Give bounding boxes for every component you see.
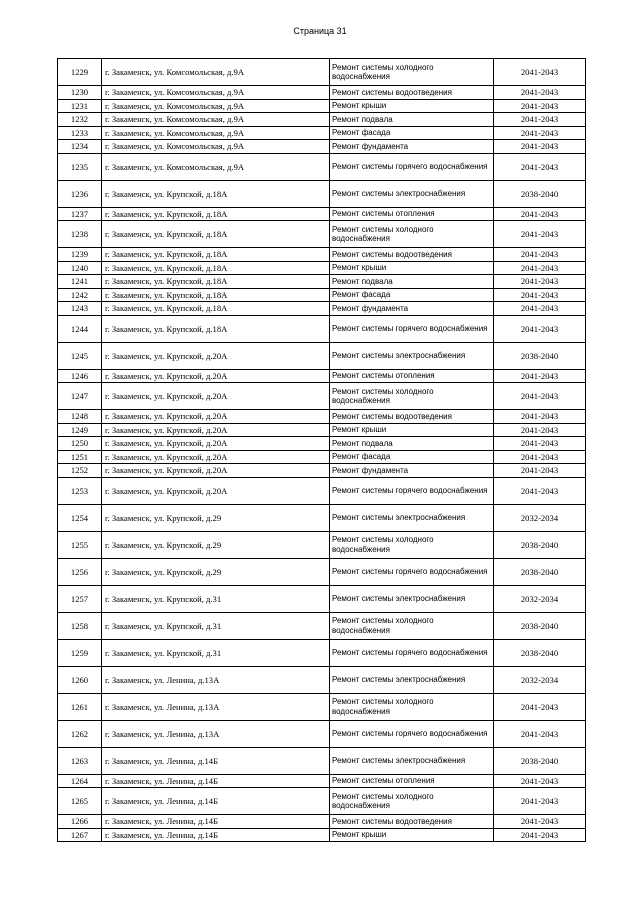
table-row [58,612,586,639]
address-cell: г. Закаменск, ул. Крупской, д.18А [102,302,330,316]
table-row [58,126,586,140]
address-cell: г. Закаменск, ул. Крупской, д.20А [102,369,330,383]
address-cell: г. Закаменск, ул. Крупской, д.20А [102,477,330,504]
row-number-cell: 1255 [58,531,102,558]
table-row [58,747,586,774]
period-cell: 2041-2043 [494,720,586,747]
address-cell: г. Закаменск, ул. Крупской, д.31 [102,612,330,639]
row-number-cell: 1254 [58,504,102,531]
work-type-cell: Ремонт системы горячего водоснабжения [330,153,494,180]
work-type-cell: Ремонт системы отопления [330,207,494,221]
work-type-cell: Ремонт системы горячего водоснабжения [330,477,494,504]
table-row [58,788,586,815]
period-cell: 2041-2043 [494,113,586,127]
address-cell: г. Закаменск, ул. Ленина, д.14Б [102,774,330,788]
row-number-cell: 1240 [58,261,102,275]
period-cell: 2038-2040 [494,531,586,558]
work-type-cell: Ремонт фундамента [330,140,494,154]
period-cell: 2041-2043 [494,221,586,248]
table-row [58,180,586,207]
period-cell: 2041-2043 [494,410,586,424]
row-number-cell: 1229 [58,59,102,86]
period-cell: 2041-2043 [494,464,586,478]
page-number-header: Страница 31 [293,26,347,36]
work-type-cell: Ремонт системы водоотведения [330,248,494,262]
period-cell: 2032-2034 [494,666,586,693]
table-row [58,720,586,747]
period-cell: 2041-2043 [494,828,586,842]
work-type-cell: Ремонт системы горячего водоснабжения [330,639,494,666]
address-cell: г. Закаменск, ул. Комсомольская, д.9А [102,86,330,100]
row-number-cell: 1264 [58,774,102,788]
address-cell: г. Закаменск, ул. Крупской, д.20А [102,383,330,410]
work-type-cell: Ремонт системы холодного водоснабжения [330,59,494,86]
address-cell: г. Закаменск, ул. Ленина, д.14Б [102,747,330,774]
address-cell: г. Закаменск, ул. Крупской, д.18А [102,275,330,289]
row-number-cell: 1262 [58,720,102,747]
table-row [58,531,586,558]
work-type-cell: Ремонт системы холодного водоснабжения [330,383,494,410]
table-row [58,342,586,369]
work-type-cell: Ремонт подвала [330,113,494,127]
table-row [58,774,586,788]
period-cell: 2041-2043 [494,383,586,410]
address-cell: г. Закаменск, ул. Крупской, д.31 [102,639,330,666]
table-row [58,113,586,127]
table-row [58,585,586,612]
period-cell: 2041-2043 [494,450,586,464]
period-cell: 2032-2034 [494,585,586,612]
period-cell: 2038-2040 [494,342,586,369]
table-row [58,99,586,113]
table-body [58,59,586,842]
address-cell: г. Закаменск, ул. Ленина, д.13А [102,693,330,720]
row-number-cell: 1236 [58,180,102,207]
period-cell: 2041-2043 [494,86,586,100]
period-cell: 2038-2040 [494,612,586,639]
work-type-cell: Ремонт крыши [330,261,494,275]
period-cell: 2038-2040 [494,639,586,666]
address-cell: г. Закаменск, ул. Ленина, д.14Б [102,828,330,842]
work-type-cell: Ремонт системы водоотведения [330,410,494,424]
work-type-cell: Ремонт фасада [330,450,494,464]
table-row [58,248,586,262]
row-number-cell: 1243 [58,302,102,316]
work-type-cell: Ремонт системы электроснабжения [330,666,494,693]
address-cell: г. Закаменск, ул. Комсомольская, д.9А [102,153,330,180]
period-cell: 2041-2043 [494,288,586,302]
address-cell: г. Закаменск, ул. Крупской, д.18А [102,180,330,207]
period-cell: 2041-2043 [494,153,586,180]
address-cell: г. Закаменск, ул. Крупской, д.29 [102,504,330,531]
table-row [58,410,586,424]
work-type-cell: Ремонт системы холодного водоснабжения [330,788,494,815]
row-number-cell: 1234 [58,140,102,154]
address-cell: г. Закаменск, ул. Комсомольская, д.9А [102,99,330,113]
row-number-cell: 1231 [58,99,102,113]
period-cell: 2041-2043 [494,437,586,451]
row-number-cell: 1233 [58,126,102,140]
address-cell: г. Закаменск, ул. Крупской, д.18А [102,288,330,302]
work-type-cell: Ремонт подвала [330,437,494,451]
work-type-cell: Ремонт системы горячего водоснабжения [330,558,494,585]
row-number-cell: 1258 [58,612,102,639]
row-number-cell: 1250 [58,437,102,451]
table-row [58,477,586,504]
row-number-cell: 1230 [58,86,102,100]
period-cell: 2041-2043 [494,126,586,140]
table-row [58,423,586,437]
period-cell: 2041-2043 [494,369,586,383]
period-cell: 2041-2043 [494,140,586,154]
work-type-cell: Ремонт системы водоотведения [330,86,494,100]
work-type-cell: Ремонт системы горячего водоснабжения [330,720,494,747]
row-number-cell: 1253 [58,477,102,504]
row-number-cell: 1252 [58,464,102,478]
address-cell: г. Закаменск, ул. Крупской, д.31 [102,585,330,612]
row-number-cell: 1265 [58,788,102,815]
table-row [58,693,586,720]
table-row [58,504,586,531]
table-row [58,59,586,86]
work-type-cell: Ремонт фундамента [330,302,494,316]
period-cell: 2041-2043 [494,315,586,342]
row-number-cell: 1238 [58,221,102,248]
table-row [58,207,586,221]
work-type-cell: Ремонт фасада [330,126,494,140]
table-row [58,639,586,666]
address-cell: г. Закаменск, ул. Ленина, д.14Б [102,815,330,829]
work-type-cell: Ремонт крыши [330,99,494,113]
row-number-cell: 1266 [58,815,102,829]
work-type-cell: Ремонт фасада [330,288,494,302]
period-cell: 2038-2040 [494,747,586,774]
work-type-cell: Ремонт системы холодного водоснабжения [330,612,494,639]
address-cell: г. Закаменск, ул. Крупской, д.20А [102,464,330,478]
address-cell: г. Закаменск, ул. Крупской, д.20А [102,450,330,464]
row-number-cell: 1257 [58,585,102,612]
address-cell: г. Закаменск, ул. Крупской, д.18А [102,315,330,342]
period-cell: 2041-2043 [494,815,586,829]
row-number-cell: 1251 [58,450,102,464]
table-row [58,666,586,693]
work-type-cell: Ремонт системы электроснабжения [330,180,494,207]
address-cell: г. Закаменск, ул. Комсомольская, д.9А [102,59,330,86]
period-cell: 2041-2043 [494,302,586,316]
table-row [58,261,586,275]
period-cell: 2038-2040 [494,180,586,207]
row-number-cell: 1261 [58,693,102,720]
work-type-cell: Ремонт системы электроснабжения [330,585,494,612]
work-type-cell: Ремонт крыши [330,828,494,842]
address-cell: г. Закаменск, ул. Крупской, д.20А [102,410,330,424]
row-number-cell: 1248 [58,410,102,424]
table-row [58,86,586,100]
period-cell: 2041-2043 [494,261,586,275]
address-cell: г. Закаменск, ул. Крупской, д.29 [102,558,330,585]
row-number-cell: 1246 [58,369,102,383]
period-cell: 2041-2043 [494,59,586,86]
work-type-cell: Ремонт системы отопления [330,369,494,383]
table-row [58,153,586,180]
row-number-cell: 1267 [58,828,102,842]
row-number-cell: 1235 [58,153,102,180]
work-type-cell: Ремонт системы отопления [330,774,494,788]
address-cell: г. Закаменск, ул. Крупской, д.20А [102,423,330,437]
period-cell: 2041-2043 [494,423,586,437]
table-row [58,450,586,464]
row-number-cell: 1263 [58,747,102,774]
period-cell: 2041-2043 [494,207,586,221]
address-cell: г. Закаменск, ул. Комсомольская, д.9А [102,126,330,140]
table-row [58,302,586,316]
table-row [58,437,586,451]
row-number-cell: 1232 [58,113,102,127]
period-cell: 2041-2043 [494,788,586,815]
address-cell: г. Закаменск, ул. Крупской, д.18А [102,261,330,275]
address-cell: г. Закаменск, ул. Ленина, д.13А [102,720,330,747]
row-number-cell: 1244 [58,315,102,342]
row-number-cell: 1247 [58,383,102,410]
table-row [58,315,586,342]
period-cell: 2041-2043 [494,693,586,720]
address-cell: г. Закаменск, ул. Крупской, д.18А [102,207,330,221]
address-cell: г. Закаменск, ул. Комсомольская, д.9А [102,113,330,127]
address-cell: г. Закаменск, ул. Крупской, д.18А [102,221,330,248]
table-row [58,369,586,383]
address-cell: г. Закаменск, ул. Ленина, д.14Б [102,788,330,815]
work-type-cell: Ремонт системы электроснабжения [330,504,494,531]
work-type-cell: Ремонт крыши [330,423,494,437]
work-type-cell: Ремонт системы водоотведения [330,815,494,829]
work-type-cell: Ремонт подвала [330,275,494,289]
row-number-cell: 1242 [58,288,102,302]
address-cell: г. Закаменск, ул. Комсомольская, д.9А [102,140,330,154]
period-cell: 2041-2043 [494,248,586,262]
period-cell: 2038-2040 [494,558,586,585]
table-row [58,383,586,410]
work-type-cell: Ремонт системы горячего водоснабжения [330,315,494,342]
address-cell: г. Закаменск, ул. Крупской, д.20А [102,437,330,451]
address-cell: г. Закаменск, ул. Ленина, д.13А [102,666,330,693]
table-row [58,464,586,478]
table-row [58,288,586,302]
address-cell: г. Закаменск, ул. Крупской, д.29 [102,531,330,558]
row-number-cell: 1260 [58,666,102,693]
work-type-cell: Ремонт фундамента [330,464,494,478]
row-number-cell: 1256 [58,558,102,585]
work-type-cell: Ремонт системы холодного водоснабжения [330,531,494,558]
table-row [58,815,586,829]
table-row [58,140,586,154]
row-number-cell: 1237 [58,207,102,221]
row-number-cell: 1249 [58,423,102,437]
work-type-cell: Ремонт системы холодного водоснабжения [330,221,494,248]
address-cell: г. Закаменск, ул. Крупской, д.20А [102,342,330,369]
table-row [58,828,586,842]
work-type-cell: Ремонт системы холодного водоснабжения [330,693,494,720]
work-type-cell: Ремонт системы электроснабжения [330,342,494,369]
period-cell: 2041-2043 [494,275,586,289]
period-cell: 2041-2043 [494,477,586,504]
repair-schedule-table [57,58,586,842]
period-cell: 2041-2043 [494,774,586,788]
row-number-cell: 1259 [58,639,102,666]
period-cell: 2041-2043 [494,99,586,113]
table-row [58,221,586,248]
work-type-cell: Ремонт системы электроснабжения [330,747,494,774]
table-row [58,275,586,289]
row-number-cell: 1245 [58,342,102,369]
row-number-cell: 1241 [58,275,102,289]
row-number-cell: 1239 [58,248,102,262]
address-cell: г. Закаменск, ул. Крупской, д.18А [102,248,330,262]
table-row [58,558,586,585]
period-cell: 2032-2034 [494,504,586,531]
